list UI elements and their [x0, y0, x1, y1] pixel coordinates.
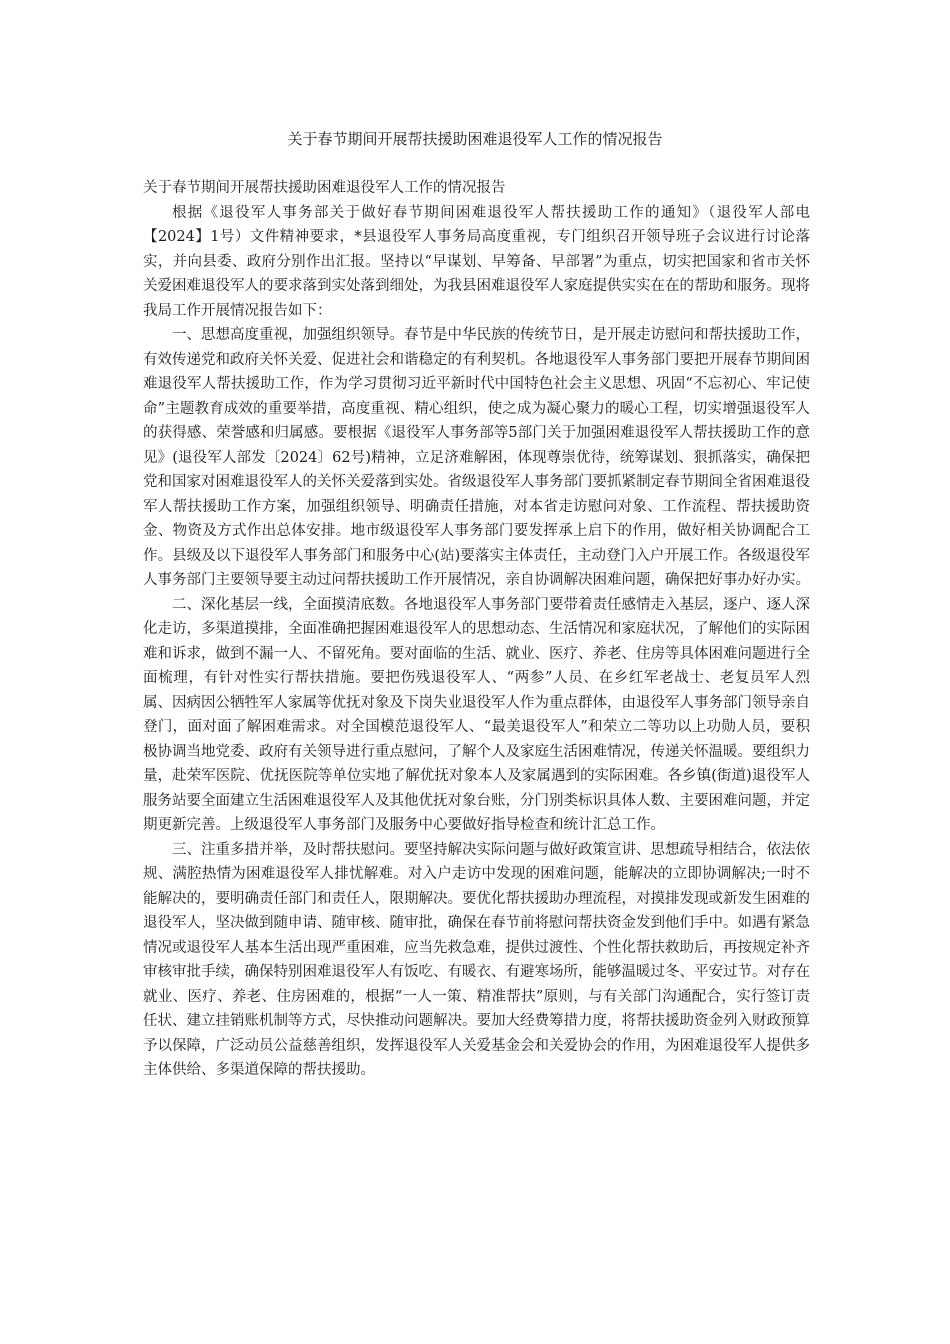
paragraph-section-1: 一、思想高度重视，加强组织领导。春节是中华民族的传统节日，是开展走访慰问和帮扶援助工作，有效传递党和政府关怀关爱、促进社会和谐稳定的有利契机。各地退役军人事务部门要把开展春节期间困难退役军人帮扶援助工作，作为学习贯彻习近平新时代中国特色社会主义思想、巩固“不忘初心、牢记使命”主题教育成效的重要举措，高度重视、精心组织，使之成为凝心聚力的暖心工程，切实增强退役军人的获得感、荣誉感和归属感。要根据《退役军人事务部等5部门关于加强困难退役军人帮扶援助工作的意见》(退役军人部发〔2024〕62号)精神，立足济难解困，体现尊崇优待，统筹谋划、狠抓落实，确保把党和国家对困难退役军人的关怀关爱落到实处。省级退役军人事务部门要抓紧制定春节期间全省困难退役军人帮扶援助工作方案，加强组织领导、明确责任措施，对本省走访慰问对象、工作流程、帮扶援助资金、物资及方式作出总体安排。地市级退役军人事务部门要发挥承上启下的作用，做好相关协调配合工作。县级及以下退役军人事务部门和服务中心(站)要落实主体责任，主动登门入户开展工作。各级退役军人事务部门主要领导要主动过问帮扶援助工作开展情况，亲自协调解决困难问题，确保把好事办好办实。 [143, 327, 810, 588]
document-title: 关于春节期间开展帮扶援助困难退役军人工作的情况报告 [287, 130, 663, 148]
document-subtitle: 关于春节期间开展帮扶援助困难退役军人工作的情况报告 [143, 180, 506, 196]
paragraph-section-3: 三、注重多措并举，及时帮扶慰问。要坚持解决实际问题与做好政策宣讲、思想疏导相结合，依法依规、满腔热情为困难退役军人排忧解难。对入户走访中发现的困难问题，能解决的立即协调解决;一时不能解决的，要明确责任部门和责任人，限期解决。要优化帮扶援助办理流程，对摸排发现或新发生困难的退役军人，坚决做到随申请、随审核、随审批，确保在春节前将慰问帮扶资金发到他们手中。如遇有紧急情况或退役军人基本生活出现严重困难，应当先救急难，提供过渡性、个性化帮扶救助后，再按规定补齐审核审批手续，确保特别困难退役军人有饭吃、有暖衣、有避寒场所，能够温暖过冬、平安过节。对存在就业、医疗、养老、住房困难的，根据“一人一策、精准帮扶”原则，与有关部门沟通配合，实行签订责任状、建立挂销账机制等方式，尽快推动问题解决。要加大经费筹措力度，将帮扶援助资金列入财政预算予以保障，广泛动员公益慈善组织，发挥退役军人关爱基金会和关爱协会的作用，为困难退役军人提供多主体供给、多渠道保障的帮扶援助。 [143, 841, 810, 1078]
document-body [143, 176, 810, 1083]
paragraph-intro: 根据《退役军人事务部关于做好春节期间困难退役军人帮扶援助工作的通知》（退役军人部电【2024】1号）文件精神要求，*县退役军人事务局高度重视，专门组织召开领导班子会议进行讨论落实，并向县委、政府分别作出汇报。坚持以“早谋划、早筹备、早部署”为重点，切实把国家和省市关怀关爱困难退役军人的要求落到实处落到细处，为我县困难退役军人家庭提供实实在在的帮助和服务。现将我局工作开展情况报告如下： [143, 204, 810, 319]
paragraph-section-2: 二、深化基层一线，全面摸清底数。各地退役军人事务部门要带着责任感情走入基层，逐户、逐人深化走访，多渠道摸排，全面准确把握困难退役军人的思想动态、生活情况和家庭状况，了解他们的实际困难和诉求，做到不漏一人、不留死角。要对面临的生活、就业、医疗、养老、住房等具体困难问题进行全面梳理，有针对性实行帮扶措施。要把伤残退役军人、“两参”人员、在乡红军老战士、老复员军人烈属、因病因公牺牲军人家属等优抚对象及下岗失业退役军人作为重点群体，由退役军人事务部门领导亲自登门，面对面了解困难需求。对全国模范退役军人、“最美退役军人”和荣立二等功以上功勋人员，要积极协调当地党委、政府有关领导进行重点慰问，了解个人及家庭生活困难情况，传递关怀温暖。要组织力量，赴荣军医院、优抚医院等单位实地了解优抚对象本人及家属遇到的实际困难。各乡镇(街道)退役军人服务站要全面建立生活困难退役军人及其他优抚对象台账，分门别类标识具体人数、主要困难问题，并定期更新完善。上级退役军人事务部门及服务中心要做好指导检查和统计汇总工作。 [143, 596, 810, 833]
